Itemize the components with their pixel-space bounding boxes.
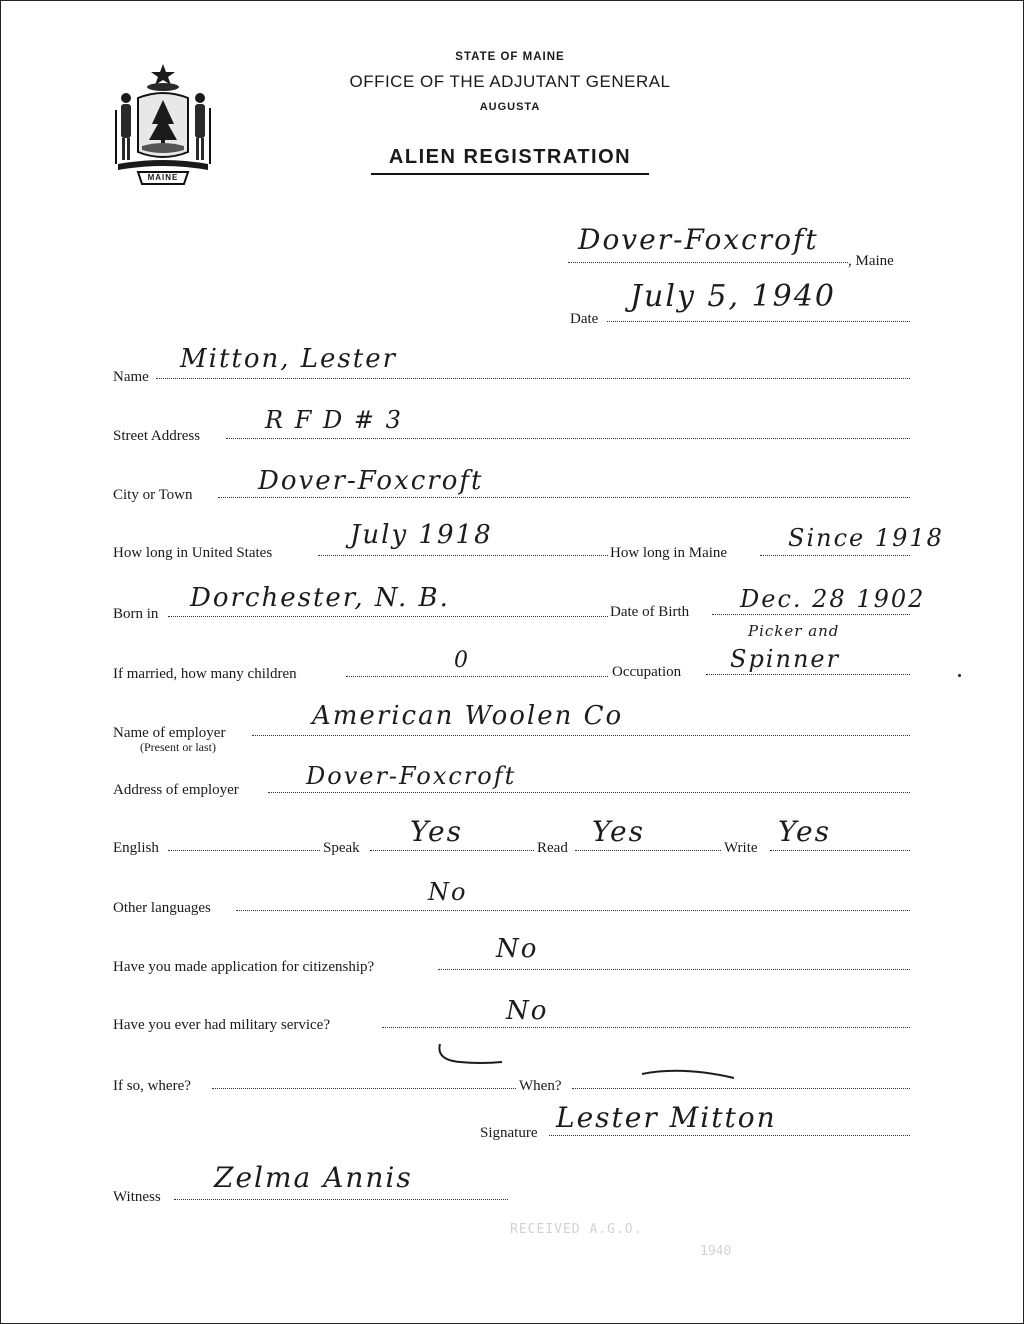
dash-marks: [420, 1038, 750, 1088]
city-label: City or Town: [113, 487, 193, 503]
how-long-maine-value: Since 1918: [788, 524, 944, 552]
write-value: Yes: [778, 815, 831, 848]
city-line: [218, 497, 910, 498]
place-suffix: , Maine: [848, 253, 894, 269]
how-long-us-line: [318, 555, 608, 556]
other-languages-value: No: [428, 878, 468, 906]
occupation-line: [706, 674, 910, 675]
write-line: [770, 850, 910, 851]
signature-line: [549, 1135, 910, 1136]
if-so-where-line: [212, 1088, 516, 1089]
citizenship-label: Have you made application for citizenship?: [113, 959, 375, 975]
employer-address-value: Dover-Foxcroft: [306, 762, 517, 790]
header-office: OFFICE OF THE ADJUTANT GENERAL: [349, 72, 671, 91]
if-so-where-label: If so, where?: [113, 1078, 191, 1094]
born-in-line: [168, 616, 608, 617]
military-line: [382, 1027, 910, 1028]
street-address-label: Street Address: [113, 428, 201, 444]
how-long-maine-label: How long in Maine: [610, 545, 728, 561]
born-in-label: Born in: [113, 606, 159, 622]
employer-sublabel: (Present or last): [140, 740, 216, 754]
military-label: Have you ever had military service?: [113, 1017, 330, 1033]
english-line: [168, 850, 320, 851]
witness-line: [174, 1199, 508, 1200]
employer-address-label: Address of employer: [113, 782, 239, 798]
employer-value: American Woolen Co: [312, 701, 624, 731]
place-line: [568, 262, 848, 263]
military-value: No: [506, 996, 549, 1026]
title-underline: [371, 173, 649, 175]
date-of-birth-line: [712, 614, 910, 615]
write-label: Write: [724, 840, 758, 856]
name-label: Name: [113, 369, 149, 385]
other-languages-label: Other languages: [113, 900, 211, 916]
speak-value: Yes: [410, 815, 463, 848]
state-seal: [108, 60, 218, 190]
employer-label: Name of employer: [113, 725, 226, 741]
name-line: [156, 378, 910, 379]
speak-label: Speak: [323, 840, 360, 856]
speak-line: [370, 850, 534, 851]
when-label: When?: [519, 1078, 562, 1094]
occupation-annotation: Picker and: [748, 622, 840, 640]
received-stamp-date: 1940: [700, 1244, 732, 1259]
read-value: Yes: [592, 815, 645, 848]
how-long-us-value: July 1918: [350, 520, 493, 550]
children-line: [346, 676, 608, 677]
street-address-line: [226, 438, 910, 439]
place-value: Dover-Foxcroft: [578, 223, 819, 256]
seal-banner-text: MAINE: [147, 173, 179, 182]
read-line: [575, 850, 721, 851]
english-label: English: [113, 840, 159, 856]
header-state: STATE OF MAINE: [455, 51, 565, 63]
how-long-us-label: How long in United States: [113, 545, 273, 561]
date-of-birth-value: Dec. 28 1902: [740, 585, 926, 613]
form-title: ALIEN REGISTRATION: [388, 146, 632, 168]
name-value: Mitton, Lester: [180, 344, 398, 374]
street-address-value: R F D # 3: [265, 406, 403, 434]
born-in-value: Dorchester, N. B.: [190, 583, 450, 613]
citizenship-line: [438, 969, 910, 970]
witness-value: Zelma Annis: [214, 1161, 413, 1194]
date-label: Date: [570, 311, 599, 327]
city-value: Dover-Foxcroft: [258, 466, 484, 496]
occupation-label: Occupation: [612, 664, 682, 680]
header-city: AUGUSTA: [479, 101, 541, 113]
employer-line: [252, 735, 910, 736]
occupation-value: Spinner: [730, 645, 841, 673]
read-label: Read: [537, 840, 568, 856]
witness-label: Witness: [113, 1189, 161, 1205]
when-line: [572, 1088, 910, 1089]
ink-speck: [958, 674, 961, 677]
how-long-maine-line: [760, 555, 910, 556]
date-value: July 5, 1940: [630, 279, 836, 314]
citizenship-value: No: [496, 934, 539, 964]
date-of-birth-label: Date of Birth: [610, 604, 690, 620]
signature-label: Signature: [480, 1125, 538, 1141]
employer-address-line: [268, 792, 910, 793]
children-label: If married, how many children: [113, 666, 297, 682]
received-stamp: RECEIVED A.G.O.: [510, 1222, 643, 1237]
date-line: [607, 321, 910, 322]
children-value: 0: [454, 648, 470, 673]
seal-emblem: [108, 60, 218, 190]
other-languages-line: [236, 910, 910, 911]
signature-value: Lester Mitton: [556, 1101, 777, 1134]
